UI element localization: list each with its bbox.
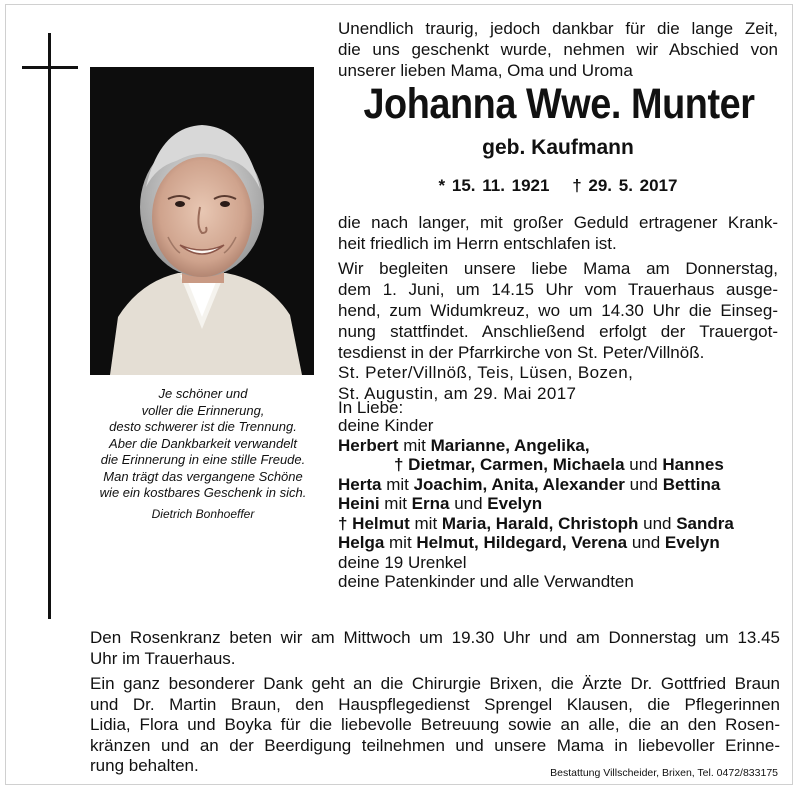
intro-line: Unendlich traurig, jedoch dankbar für die lange Zeit, (338, 19, 778, 38)
places-line: St. Peter/Villnöß, Teis, Lüsen, Bozen, (338, 363, 634, 382)
quote-line: voller die Erinnerung, (141, 402, 265, 418)
intro-line: die uns geschenkt wurde, nehmen wir Abschied von (338, 40, 778, 59)
intro-text (338, 18, 778, 81)
deceased-name: Johanna Wwe. Munter (363, 80, 755, 128)
rosary-line: Uhr im Trauerhaus. (90, 648, 236, 668)
family-row: Herbert mit Marianne, Angelika, (338, 435, 590, 455)
funeral-line: hend, zum Widumkreuz, wo um 14.30 Uhr die Einseg- (338, 301, 778, 320)
thanks-text (90, 674, 780, 777)
maiden-name: geb. Kaufmann (482, 136, 634, 159)
funeral-line: Wir begleiten unsere liebe Mama am Donnerstag, (338, 259, 778, 278)
bonhoeffer-quote (80, 386, 326, 522)
family-row: † Helmut mit Maria, Harald, Christoph und Sandra (338, 513, 734, 533)
thanks-line: rung behalten. (90, 756, 199, 775)
funeral-line: nung stattfindet. Anschließend erfolgt der Trauergot- (338, 322, 778, 341)
rosary-line: Den Rosenkranz beten wir am Mittwoch um 19.30 Uhr und am Donnerstag um 13.45 (90, 628, 780, 647)
quote-line: Aber die Dankbarkeit verwandelt (109, 435, 297, 451)
life-dates (338, 176, 778, 196)
funeral-line: tesdienst in der Pfarrkirche von St. Peter/Villnöß. (338, 343, 705, 362)
thanks-line: Lidia, Flora und Boyka für die liebevolle Betreuung sowie an alle, die an den Rosen- (90, 715, 780, 734)
family-row: Heini mit Erna und Evelyn (338, 494, 543, 513)
quote-line: die Erinnerung in eine stille Freude. (100, 452, 306, 467)
illness-line: die nach langer, mit großer Geduld ertragener Krank- (338, 213, 778, 232)
quote-line: Man trägt das vergangene Schöne (103, 468, 303, 484)
funeral-line: dem 1. Juni, um 14.15 Uhr vom Trauerhaus ausge- (338, 280, 778, 299)
family-list (338, 416, 778, 592)
funeral-home-credit: Bestattung Villscheider, Brixen, Tel. 0472/833175 (550, 767, 778, 779)
intro-line: unserer lieben Mama, Oma und Uroma (338, 61, 633, 80)
relatives-line: deine Patenkinder und alle Verwandten (338, 572, 634, 591)
thanks-line: Ein ganz besonderer Dank geht an die Chirurgie Brixen, die Ärzte Dr. Gottfried Braun (90, 674, 780, 693)
illness-line: heit friedlich im Herrn entschlafen ist. (338, 234, 617, 253)
family-row: Herta mit Joachim, Anita, Alexander und Bettina (338, 474, 721, 494)
illness-text (338, 212, 778, 254)
birth-date: * 15. 11. 1921 (438, 176, 550, 195)
quote-author: Dietrich Bonhoeffer (151, 506, 255, 521)
portrait-photo (90, 67, 314, 375)
quote-line: Je schöner und (158, 386, 248, 401)
death-date: † 29. 5. 2017 (572, 176, 678, 195)
thanks-line: und Dr. Martin Braun, den Hauspflegedienst Sprengel Klausen, die Pflegerinnen (90, 694, 780, 714)
thanks-line: kränzen und an der Beerdigung teilnehmen und unsere Mama in liebevoller Erinne- (90, 735, 780, 755)
quote-line: desto schwerer ist die Trennung. (109, 419, 297, 434)
places-line: St. Augustin, am 29. Mai 2017 (338, 384, 577, 403)
in-love-label: In Liebe: (338, 398, 404, 417)
family-row: Helga mit Helmut, Hildegard, Verena und Evelyn (338, 533, 720, 552)
rosary-text (90, 628, 780, 669)
quote-line: wie ein kostbares Geschenk in sich. (99, 485, 307, 500)
grandchildren-line: deine 19 Urenkel (338, 552, 467, 572)
funeral-text (338, 258, 778, 363)
kinder-label: deine Kinder (338, 416, 434, 435)
family-row: † Dietmar, Carmen, Michaela und Hannes (394, 455, 724, 474)
